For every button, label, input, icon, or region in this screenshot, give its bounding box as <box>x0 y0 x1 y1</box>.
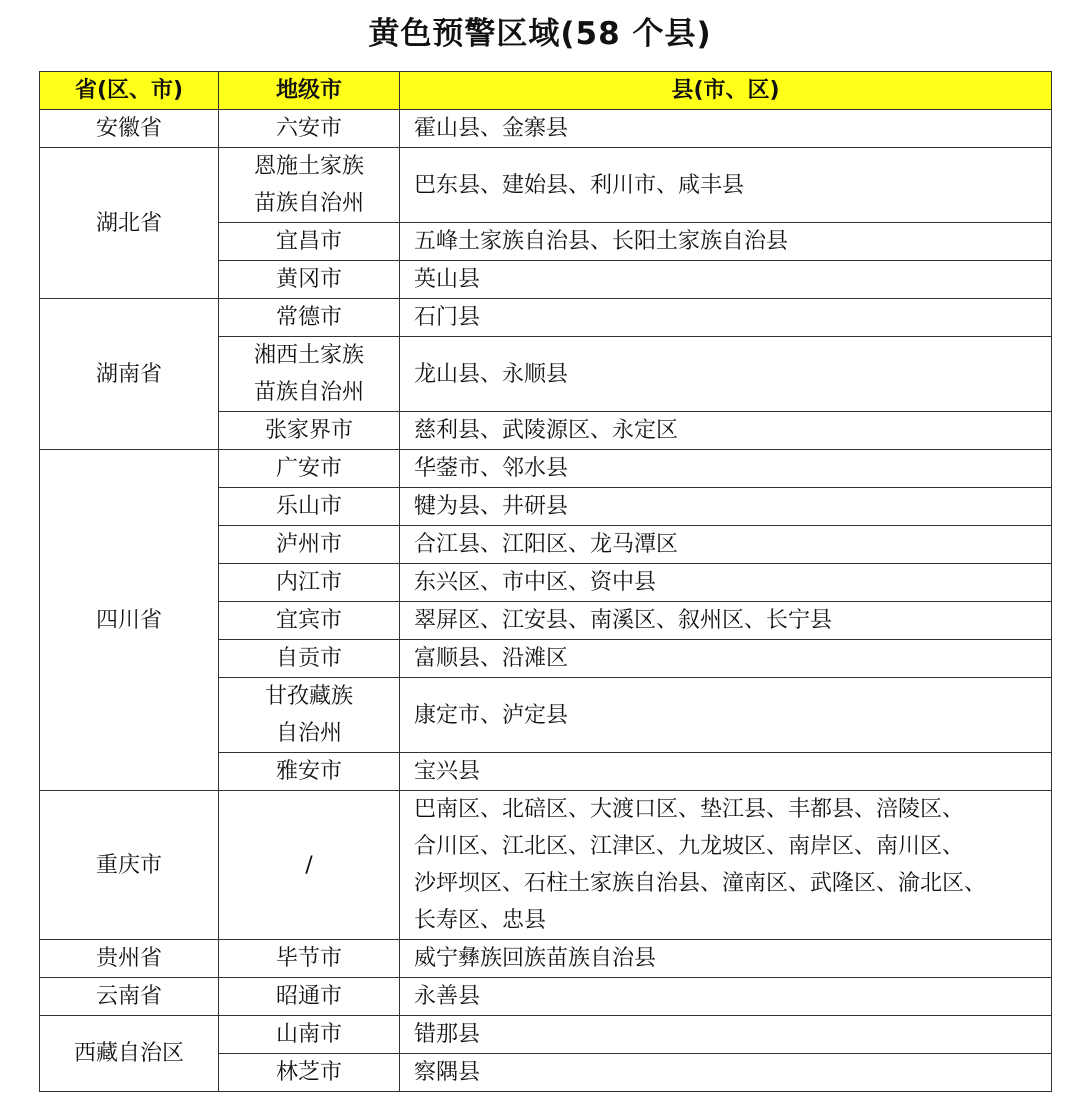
county-list: 东兴区、市中区、资中县 <box>414 570 657 595</box>
county-list: 龙山县、永顺县 <box>414 361 569 387</box>
county-list: 犍为县、井研县 <box>414 494 569 519</box>
city-name: 六安市 <box>275 116 342 141</box>
province-name: 云南省 <box>95 984 162 1009</box>
province-name: 贵州省 <box>95 946 162 971</box>
city-name: 湘西土家族 <box>253 343 364 368</box>
county-list: 慈利县、武陵源区、永定区 <box>414 418 679 443</box>
county-list: 合川区、江北区、江津区、九龙坡区、南岸区、南川区、 <box>414 834 965 859</box>
county-list: 巴南区、北碚区、大渡口区、垫江县、丰都县、涪陵区、 <box>414 797 965 822</box>
header-county: 县(市、区) <box>400 72 1052 110</box>
city-name: 山南市 <box>275 1022 342 1047</box>
province-name: 湖南省 <box>95 361 162 387</box>
county-list: 霍山县、金寨县 <box>414 116 569 141</box>
city-cell <box>219 261 400 299</box>
city-name: 毕节市 <box>275 946 342 971</box>
city-name: 内江市 <box>275 570 342 595</box>
county-cell <box>400 223 1052 261</box>
city-cell <box>219 526 400 564</box>
table-header-row <box>40 72 1052 110</box>
county-list: 英山县 <box>414 267 481 292</box>
city-cell <box>219 564 400 602</box>
city-cell <box>219 450 400 488</box>
county-cell <box>400 1054 1052 1092</box>
city-name: 自贡市 <box>275 646 342 671</box>
city-cell <box>219 110 400 148</box>
county-cell <box>400 678 1052 753</box>
city-cell <box>219 678 400 753</box>
county-cell <box>400 337 1052 412</box>
table-row <box>40 450 1052 488</box>
county-list: 长寿区、忠县 <box>414 908 547 933</box>
city-cell <box>219 1016 400 1054</box>
province-cell <box>40 940 219 978</box>
city-cell <box>219 1054 400 1092</box>
province-name: 安徽省 <box>95 116 162 141</box>
county-list: 合江县、江阳区、龙马潭区 <box>414 532 679 557</box>
city-cell <box>219 602 400 640</box>
province-cell <box>40 299 219 450</box>
province-cell <box>40 791 219 940</box>
county-list: 石门县 <box>414 305 481 330</box>
province-cell <box>40 148 219 299</box>
header-province: 省(区、市) <box>40 72 219 110</box>
city-name: 苗族自治州 <box>253 380 364 405</box>
province-cell <box>40 1016 219 1092</box>
city-cell <box>219 299 400 337</box>
city-cell <box>219 978 400 1016</box>
province-name: 重庆市 <box>95 852 162 878</box>
table-row <box>40 299 1052 337</box>
table-row <box>40 1016 1052 1054</box>
province-name: 西藏自治区 <box>73 1041 184 1066</box>
province-cell <box>40 978 219 1016</box>
county-cell <box>400 640 1052 678</box>
county-list: 错那县 <box>414 1022 481 1047</box>
city-name: 乐山市 <box>275 494 342 519</box>
table-row <box>40 791 1052 940</box>
county-cell <box>400 564 1052 602</box>
city-name: 自治州 <box>275 721 342 746</box>
county-list: 宝兴县 <box>414 759 481 784</box>
city-name: 苗族自治州 <box>253 191 364 216</box>
city-cell <box>219 940 400 978</box>
table-row <box>40 940 1052 978</box>
city-name: 黄冈市 <box>275 267 342 292</box>
city-cell <box>219 753 400 791</box>
county-cell <box>400 1016 1052 1054</box>
city-cell <box>219 412 400 450</box>
county-cell <box>400 940 1052 978</box>
county-cell <box>400 110 1052 148</box>
county-list: 永善县 <box>414 984 481 1009</box>
city-cell <box>219 791 400 940</box>
warning-region-table <box>39 71 1052 1092</box>
table-row <box>40 110 1052 148</box>
city-name: 林芝市 <box>275 1060 342 1085</box>
county-cell <box>400 753 1052 791</box>
city-name: 恩施土家族 <box>253 154 364 179</box>
county-cell <box>400 261 1052 299</box>
city-cell <box>219 148 400 223</box>
county-cell <box>400 791 1052 940</box>
county-cell <box>400 450 1052 488</box>
table-row <box>40 978 1052 1016</box>
county-cell <box>400 978 1052 1016</box>
page-title: 黄色预警区域(58 个县) <box>368 16 712 52</box>
province-name: 四川省 <box>95 607 162 633</box>
county-list: 察隅县 <box>414 1060 481 1085</box>
header-city: 地级市 <box>219 72 400 110</box>
county-list: 巴东县、建始县、利川市、咸丰县 <box>414 172 745 198</box>
county-list: 沙坪坝区、石柱土家族自治县、潼南区、武隆区、渝北区、 <box>414 871 987 896</box>
city-cell <box>219 337 400 412</box>
county-cell <box>400 602 1052 640</box>
county-cell <box>400 299 1052 337</box>
county-cell <box>400 148 1052 223</box>
city-name: / <box>305 852 313 878</box>
county-cell <box>400 526 1052 564</box>
province-name: 湖北省 <box>95 210 162 236</box>
city-name: 甘孜藏族 <box>264 684 353 709</box>
county-cell <box>400 488 1052 526</box>
province-cell <box>40 110 219 148</box>
county-list: 五峰土家族自治县、长阳土家族自治县 <box>414 229 789 254</box>
county-list: 威宁彝族回族苗族自治县 <box>414 946 657 971</box>
city-name: 昭通市 <box>275 984 342 1009</box>
county-cell <box>400 412 1052 450</box>
city-cell <box>219 488 400 526</box>
city-name: 宜昌市 <box>275 229 342 254</box>
county-list: 康定市、泸定县 <box>414 702 569 728</box>
table-row <box>40 148 1052 223</box>
city-name: 张家界市 <box>264 418 353 443</box>
county-list: 富顺县、沿滩区 <box>414 646 569 671</box>
city-name: 广安市 <box>275 456 342 481</box>
city-name: 雅安市 <box>275 759 342 784</box>
city-cell <box>219 223 400 261</box>
province-cell <box>40 450 219 791</box>
county-list: 华蓥市、邻水县 <box>414 456 569 481</box>
city-name: 泸州市 <box>275 532 342 557</box>
city-name: 常德市 <box>275 305 342 330</box>
city-name: 宜宾市 <box>275 608 342 633</box>
county-list: 翠屏区、江安县、南溪区、叙州区、长宁县 <box>414 608 833 633</box>
city-cell <box>219 640 400 678</box>
